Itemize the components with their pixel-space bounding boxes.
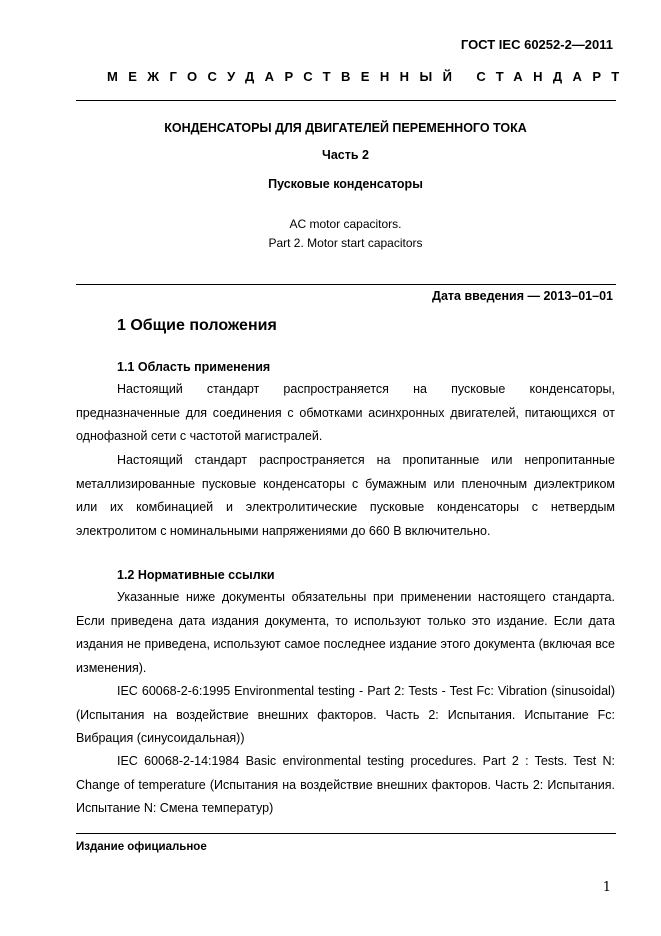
section-1-heading: 1 Общие положения — [117, 317, 277, 334]
document-code: ГОСТ IEC 60252-2—2011 — [460, 37, 613, 52]
paragraph: IEC 60068-2-6:1995 Environmental testing - Part 2: Tests - Test Fc: Vibration (sinusoidal) (Испытания на воздействие внешних факторов. Часть 2: Испытания. Испытание Fc: Вибрация (синусоидальная)) — [76, 684, 615, 745]
paragraph: Указанные ниже документы обязательны при применении настоящего стандарта. Если приведена дата издания документа, то используют только это издание. Если дата издания не приведена, используют самое последнее издание этого документа (включая все изменения). — [76, 590, 615, 675]
document-title: КОНДЕНСАТОРЫ ДЛЯ ДВИГАТЕЛЕЙ ПЕРЕМЕННОГО ТОКА — [164, 121, 527, 135]
paragraph: IEC 60068-2-14:1984 Basic environmental testing procedures. Part 2 : Tests. Test N: Change of temperature (Испытания на воздействие внешних факторов. Часть 2: Испытания. Испытание N: Смена температур) — [76, 754, 615, 815]
document-part: Часть 2 — [322, 148, 369, 162]
paragraph: Настоящий стандарт распространяется на пропитанные или непропитанные металлизированные пусковые конденсаторы с бумажным или пленочным диэлектриком или их комбинацией и электролитические пусковые конденсаторы с нетвердым электролитом с номинальными напряжениями до 660 В включительно. — [76, 453, 615, 538]
english-title-line-1: AC motor capacitors. — [289, 217, 402, 231]
english-title-line-2: Part 2. Motor start capacitors — [268, 236, 423, 250]
section-1-2-heading: 1.2 Нормативные ссылки — [117, 568, 275, 582]
document-subtitle: Пусковые конденсаторы — [268, 177, 423, 191]
title-divider — [76, 284, 616, 285]
edition-label: Издание официальное — [76, 841, 207, 853]
page-number: 1 — [602, 880, 611, 895]
footer-divider — [76, 833, 616, 834]
section-1-1-heading: 1.1 Область применения — [117, 360, 271, 374]
paragraph: Настоящий стандарт распространяется на пусковые конденсаторы, предназначенные для соединения с обмотками асинхронных двигателей, питающихся от однофазной сети с частотой магистралей. — [76, 382, 615, 443]
header-divider — [76, 100, 616, 101]
interstate-standard-label: МЕЖГОСУДАРСТВЕННЫЙ СТАНДАРТ — [107, 69, 630, 84]
introduction-date: Дата введения — 2013–01–01 — [432, 289, 613, 303]
